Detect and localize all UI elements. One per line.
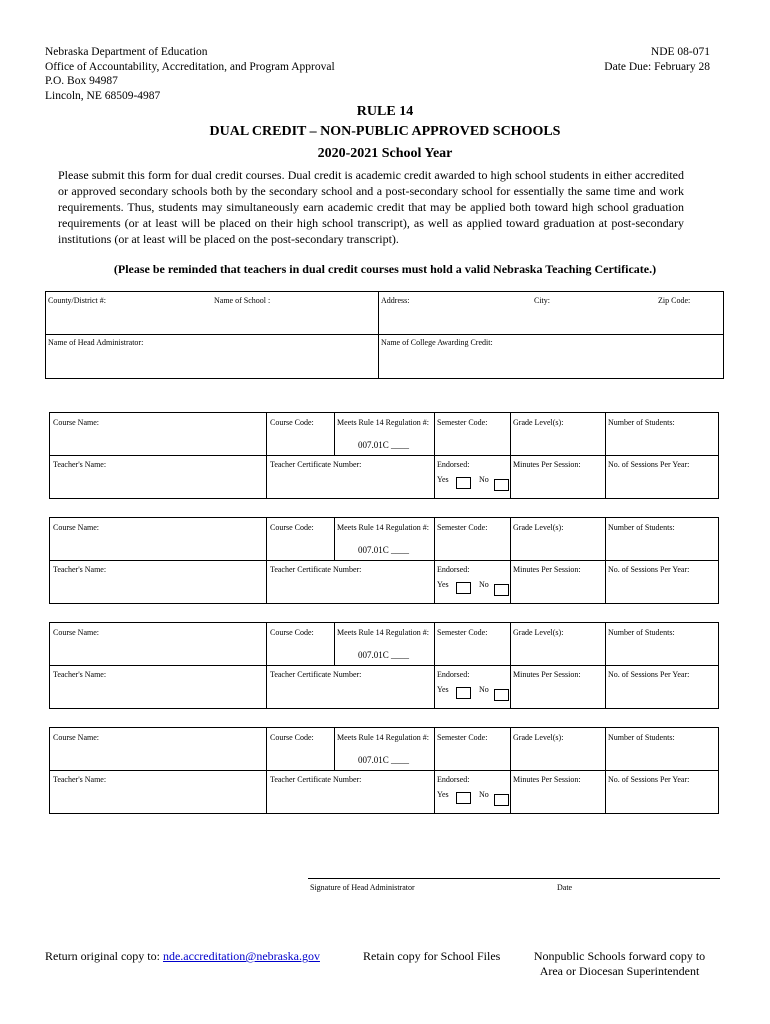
sessions-per-year-field[interactable]: No. of Sessions Per Year: bbox=[608, 670, 690, 679]
endorsed-no-checkbox[interactable] bbox=[494, 794, 509, 806]
divider bbox=[378, 292, 379, 378]
divider bbox=[50, 560, 718, 561]
divider bbox=[510, 623, 511, 708]
yes-label: Yes bbox=[437, 685, 449, 694]
signature-label: Signature of Head Administrator bbox=[310, 883, 415, 892]
return-instruction bbox=[45, 949, 320, 964]
divider bbox=[50, 455, 718, 456]
title-rule: RULE 14 bbox=[356, 104, 414, 119]
teacher-certificate-field[interactable]: Teacher Certificate Number: bbox=[270, 775, 362, 784]
city-state-zip: Lincoln, NE 68509-4987 bbox=[45, 89, 161, 102]
yes-label: Yes bbox=[437, 475, 449, 484]
divider bbox=[510, 413, 511, 498]
teacher-name-field[interactable]: Teacher's Name: bbox=[53, 670, 107, 679]
address-field[interactable]: Address: bbox=[381, 296, 410, 305]
divider bbox=[50, 665, 718, 666]
divider bbox=[510, 728, 511, 813]
divider bbox=[50, 770, 718, 771]
course-name-field[interactable]: Course Name: bbox=[53, 733, 99, 742]
head-administrator-field[interactable]: Name of Head Administrator: bbox=[48, 338, 144, 347]
zip-code-field[interactable]: Zip Code: bbox=[658, 296, 691, 305]
course-code-field[interactable]: Course Code: bbox=[270, 628, 314, 637]
meets-rule-field[interactable]: Meets Rule 14 Regulation #: bbox=[337, 733, 429, 742]
endorsed-yes-checkbox[interactable] bbox=[456, 582, 471, 594]
number-of-students-field[interactable]: Number of Students: bbox=[608, 628, 675, 637]
grade-levels-field[interactable]: Grade Level(s): bbox=[513, 523, 564, 532]
course-name-field[interactable]: Course Name: bbox=[53, 523, 99, 532]
teacher-name-field[interactable]: Teacher's Name: bbox=[53, 775, 107, 784]
divider bbox=[334, 413, 335, 455]
city-field[interactable]: City: bbox=[534, 296, 551, 305]
divider bbox=[605, 728, 606, 813]
divider bbox=[266, 623, 267, 708]
course-code-field[interactable]: Course Code: bbox=[270, 523, 314, 532]
return-label: Return original copy to: bbox=[45, 949, 160, 963]
meets-rule-field[interactable]: Meets Rule 14 Regulation #: bbox=[337, 523, 429, 532]
regulation-number[interactable]: 007.01C ____ bbox=[358, 545, 410, 555]
semester-code-field[interactable]: Semester Code: bbox=[437, 523, 488, 532]
divider bbox=[605, 518, 606, 603]
endorsed-label: Endorsed: bbox=[437, 565, 470, 574]
number-of-students-field[interactable]: Number of Students: bbox=[608, 418, 675, 427]
date-label: Date bbox=[557, 883, 573, 892]
agency-address-block bbox=[45, 45, 335, 103]
intro-paragraph: Please submit this form for dual credit courses. Dual credit is academic credit awarded to high school students in either accredited or approved secondary schools both by the secondary school and a post-secondary school for essentially the same time and work requirements. Thus, students may simultaneously earn academic credit that may be applied both toward high school graduation requirements (or at least will be placed on their high school transcript), as well as applied toward graduation at post-secondary institutions (or at least will be placed on the post-secondary transcript). bbox=[58, 168, 684, 246]
divider bbox=[46, 334, 723, 335]
date-due: Date Due: February 28 bbox=[604, 60, 710, 73]
forward-line-2: Area or Diocesan Superintendent bbox=[539, 964, 700, 978]
divider bbox=[605, 413, 606, 498]
school-info-box bbox=[45, 291, 724, 379]
minutes-per-session-field[interactable]: Minutes Per Session: bbox=[513, 460, 581, 469]
minutes-per-session-field[interactable]: Minutes Per Session: bbox=[513, 775, 581, 784]
agency-name: Nebraska Department of Education bbox=[45, 46, 208, 58]
yes-label: Yes bbox=[437, 580, 449, 589]
teacher-certificate-reminder: (Please be reminded that teachers in dual credit courses must hold a valid Nebraska Teaching Certificate.) bbox=[113, 262, 657, 276]
number-of-students-field[interactable]: Number of Students: bbox=[608, 523, 675, 532]
endorsed-no-checkbox[interactable] bbox=[494, 689, 509, 701]
endorsed-no-checkbox[interactable] bbox=[494, 479, 509, 491]
minutes-per-session-field[interactable]: Minutes Per Session: bbox=[513, 670, 581, 679]
signature-line[interactable] bbox=[308, 878, 720, 879]
endorsed-yes-checkbox[interactable] bbox=[456, 687, 471, 699]
accreditation-email-link[interactable]: nde.accreditation@nebraska.gov bbox=[162, 949, 320, 963]
semester-code-field[interactable]: Semester Code: bbox=[437, 628, 488, 637]
yes-label: Yes bbox=[437, 790, 449, 799]
school-name-field[interactable]: Name of School : bbox=[214, 296, 271, 305]
endorsed-no-checkbox[interactable] bbox=[494, 584, 509, 596]
course-name-field[interactable]: Course Name: bbox=[53, 418, 99, 427]
divider bbox=[434, 728, 435, 813]
endorsed-label: Endorsed: bbox=[437, 670, 470, 679]
sessions-per-year-field[interactable]: No. of Sessions Per Year: bbox=[608, 460, 690, 469]
divider bbox=[605, 623, 606, 708]
no-label: No bbox=[479, 475, 489, 484]
endorsed-label: Endorsed: bbox=[437, 775, 470, 784]
office-name: Office of Accountability, Accreditation, and Program Approval bbox=[45, 60, 335, 73]
no-label: No bbox=[479, 580, 489, 589]
minutes-per-session-field[interactable]: Minutes Per Session: bbox=[513, 565, 581, 574]
meets-rule-field[interactable]: Meets Rule 14 Regulation #: bbox=[337, 628, 429, 637]
teacher-certificate-field[interactable]: Teacher Certificate Number: bbox=[270, 565, 362, 574]
course-code-field[interactable]: Course Code: bbox=[270, 733, 314, 742]
form-number: NDE 08-071 bbox=[650, 46, 710, 58]
title-school-year: 2020-2021 School Year bbox=[317, 146, 453, 161]
no-label: No bbox=[479, 685, 489, 694]
county-district-field[interactable]: County/District #: bbox=[48, 296, 106, 305]
teacher-name-field[interactable]: Teacher's Name: bbox=[53, 565, 107, 574]
divider bbox=[434, 518, 435, 603]
no-label: No bbox=[479, 790, 489, 799]
divider bbox=[334, 623, 335, 665]
divider bbox=[434, 623, 435, 708]
title-dual-credit: DUAL CREDIT – NON-PUBLIC APPROVED SCHOOLS bbox=[209, 124, 561, 139]
divider bbox=[266, 413, 267, 498]
endorsed-yes-checkbox[interactable] bbox=[456, 792, 471, 804]
grade-levels-field[interactable]: Grade Level(s): bbox=[513, 733, 564, 742]
grade-levels-field[interactable]: Grade Level(s): bbox=[513, 418, 564, 427]
po-box: P.O. Box 94987 bbox=[45, 75, 118, 87]
divider bbox=[510, 518, 511, 603]
sessions-per-year-field[interactable]: No. of Sessions Per Year: bbox=[608, 775, 690, 784]
course-name-field[interactable]: Course Name: bbox=[53, 628, 99, 637]
course-block-3 bbox=[49, 622, 719, 709]
teacher-certificate-field[interactable]: Teacher Certificate Number: bbox=[270, 460, 362, 469]
divider bbox=[266, 728, 267, 813]
endorsed-label: Endorsed: bbox=[437, 460, 470, 469]
course-block-2 bbox=[49, 517, 719, 604]
divider bbox=[266, 518, 267, 603]
regulation-number[interactable]: 007.01C ____ bbox=[358, 755, 410, 765]
form-info-block bbox=[604, 45, 710, 74]
regulation-number[interactable]: 007.01C ____ bbox=[358, 440, 410, 450]
course-block-1 bbox=[49, 412, 719, 499]
forward-copy-instruction bbox=[527, 949, 712, 979]
regulation-number[interactable]: 007.01C ____ bbox=[358, 650, 410, 660]
divider bbox=[334, 518, 335, 560]
number-of-students-field[interactable]: Number of Students: bbox=[608, 733, 675, 742]
semester-code-field[interactable]: Semester Code: bbox=[437, 733, 488, 742]
course-block-4 bbox=[49, 727, 719, 814]
semester-code-field[interactable]: Semester Code: bbox=[437, 418, 488, 427]
college-awarding-credit-field[interactable]: Name of College Awarding Credit: bbox=[381, 338, 493, 347]
divider bbox=[434, 413, 435, 498]
divider bbox=[334, 728, 335, 770]
endorsed-yes-checkbox[interactable] bbox=[456, 477, 471, 489]
forward-line-1: Nonpublic Schools forward copy to bbox=[533, 949, 706, 963]
grade-levels-field[interactable]: Grade Level(s): bbox=[513, 628, 564, 637]
sessions-per-year-field[interactable]: No. of Sessions Per Year: bbox=[608, 565, 690, 574]
retain-copy-text: Retain copy for School Files bbox=[363, 949, 501, 963]
meets-rule-field[interactable]: Meets Rule 14 Regulation #: bbox=[337, 418, 429, 427]
teacher-name-field[interactable]: Teacher's Name: bbox=[53, 460, 107, 469]
teacher-certificate-field[interactable]: Teacher Certificate Number: bbox=[270, 670, 362, 679]
course-code-field[interactable]: Course Code: bbox=[270, 418, 314, 427]
